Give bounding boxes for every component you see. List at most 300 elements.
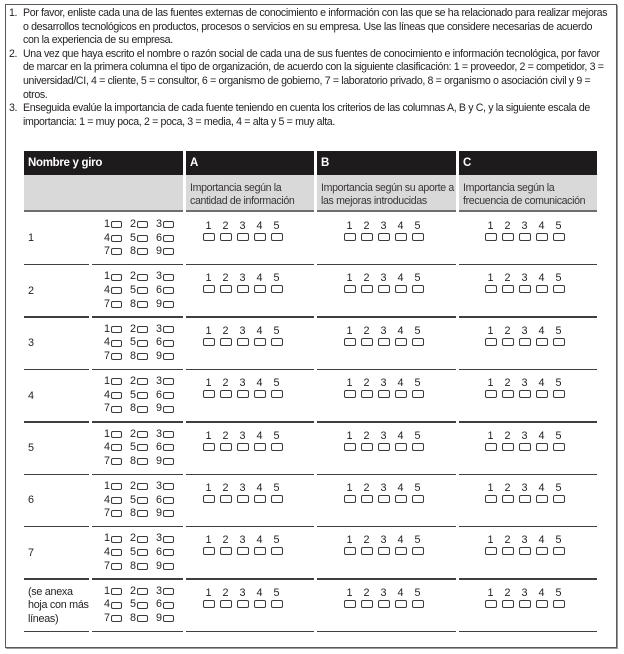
org-type-number: 5: [130, 283, 137, 296]
checkbox-icon[interactable]: [137, 444, 148, 451]
checkbox-icon[interactable]: [137, 340, 148, 347]
rating-checkbox-icon[interactable]: [485, 390, 497, 398]
org-type-option[interactable]: [156, 336, 182, 350]
rating-checkbox-icon[interactable]: [536, 338, 548, 346]
rating-checkbox-icon[interactable]: [502, 600, 514, 608]
row-name-field[interactable]: [24, 213, 89, 265]
rating-checkbox-icon[interactable]: [237, 233, 249, 241]
checkbox-icon[interactable]: [137, 588, 148, 595]
rating-checkbox-icon[interactable]: [344, 285, 356, 293]
rating-checkbox-icon[interactable]: [344, 338, 356, 346]
org-type-option[interactable]: [130, 245, 156, 259]
org-type-option[interactable]: [130, 232, 156, 246]
rating-checkbox-icon[interactable]: [361, 285, 373, 293]
checkbox-icon[interactable]: [137, 353, 148, 360]
rating-checkbox-icon[interactable]: [536, 600, 548, 608]
rating-checkbox-icon[interactable]: [485, 495, 497, 503]
rating-checkbox-icon[interactable]: [553, 338, 565, 346]
checkbox-icon[interactable]: [163, 248, 174, 255]
checkbox-icon[interactable]: [111, 588, 122, 595]
rating-checkbox-icon[interactable]: [485, 285, 497, 293]
checkbox-icon[interactable]: [137, 326, 148, 333]
rating-checkbox-icon[interactable]: [361, 443, 373, 451]
org-type-number: 3: [156, 322, 163, 335]
org-type-option[interactable]: [156, 546, 182, 560]
org-type-option[interactable]: [130, 336, 156, 350]
org-type-option[interactable]: [104, 598, 130, 612]
rating-checkbox-icon[interactable]: [220, 285, 232, 293]
checkbox-icon[interactable]: [111, 326, 122, 333]
rating-checkbox-icon[interactable]: [361, 233, 373, 241]
rating-number: 3: [380, 324, 387, 337]
row-name-field[interactable]: [24, 370, 89, 422]
rating-checkbox-icon[interactable]: [412, 233, 424, 241]
row-name-field[interactable]: [24, 265, 89, 317]
checkbox-icon[interactable]: [111, 235, 122, 242]
checkbox-icon[interactable]: [111, 221, 122, 228]
rating-checkbox-icon[interactable]: [254, 547, 266, 555]
rating-checkbox-icon[interactable]: [344, 547, 356, 555]
checkbox-icon[interactable]: [111, 287, 122, 294]
subheader-a-text: Importancia según la cantidad de información: [190, 182, 295, 207]
rating-checkbox-icon[interactable]: [361, 338, 373, 346]
rating-checkbox-icon[interactable]: [395, 285, 407, 293]
org-type-option[interactable]: [130, 546, 156, 560]
org-type-option[interactable]: [156, 298, 182, 312]
org-type-option[interactable]: [130, 455, 156, 469]
checkbox-icon[interactable]: [137, 510, 148, 517]
rating-checkbox-icon[interactable]: [502, 547, 514, 555]
rating-checkbox-icon[interactable]: [220, 495, 232, 503]
rating-checkbox-icon[interactable]: [254, 285, 266, 293]
org-type-option[interactable]: [104, 245, 130, 259]
rating-checkbox-icon[interactable]: [203, 495, 215, 503]
rating-checkbox-icon[interactable]: [271, 495, 283, 503]
rating-checkbox-icon[interactable]: [395, 338, 407, 346]
org-type-option[interactable]: [156, 494, 182, 508]
rating-checkbox-icon[interactable]: [271, 600, 283, 608]
rating-checkbox-icon[interactable]: [378, 547, 390, 555]
rating-checkbox-icon[interactable]: [271, 338, 283, 346]
rating-checkbox-icon[interactable]: [412, 600, 424, 608]
rating-checkbox-icon[interactable]: [536, 443, 548, 451]
rating-checkbox-icon[interactable]: [203, 233, 215, 241]
rating-checkbox-icon[interactable]: [378, 600, 390, 608]
rating-checkbox-icon[interactable]: [254, 233, 266, 241]
org-type-option[interactable]: [104, 455, 130, 469]
rating-number: 1: [205, 586, 212, 599]
checkbox-icon[interactable]: [111, 536, 122, 543]
row-name-field[interactable]: [24, 423, 89, 475]
org-type-option[interactable]: [156, 441, 182, 455]
org-type-option[interactable]: [130, 375, 156, 389]
org-type-option[interactable]: [156, 245, 182, 259]
rating-checkbox-icon[interactable]: [220, 338, 232, 346]
org-type-option[interactable]: [104, 375, 130, 389]
rating-checkbox-icon[interactable]: [378, 285, 390, 293]
rating-checkbox-icon[interactable]: [519, 600, 531, 608]
rating-checkbox-icon[interactable]: [395, 600, 407, 608]
rating-checkbox-icon[interactable]: [553, 285, 565, 293]
checkbox-icon[interactable]: [163, 274, 174, 281]
rating-number: 5: [555, 534, 562, 547]
rating-checkbox-icon[interactable]: [485, 547, 497, 555]
rating-checkbox-icon[interactable]: [254, 443, 266, 451]
rating-checkbox-icon[interactable]: [254, 338, 266, 346]
checkbox-icon[interactable]: [137, 301, 148, 308]
checkbox-icon[interactable]: [137, 287, 148, 294]
checkbox-icon[interactable]: [137, 378, 148, 385]
org-type-option[interactable]: [130, 389, 156, 403]
rating-checkbox-icon[interactable]: [502, 390, 514, 398]
org-type-option[interactable]: [156, 612, 182, 626]
rating-checkbox-icon[interactable]: [203, 390, 215, 398]
checkbox-icon[interactable]: [163, 301, 174, 308]
org-type-option[interactable]: [104, 532, 130, 546]
checkbox-icon[interactable]: [111, 510, 122, 517]
rating-checkbox-icon[interactable]: [237, 495, 249, 503]
rating-scale: [482, 325, 567, 346]
checkbox-icon[interactable]: [137, 536, 148, 543]
checkbox-icon[interactable]: [163, 353, 174, 360]
org-type-option[interactable]: [130, 402, 156, 416]
checkbox-icon[interactable]: [111, 431, 122, 438]
rating-checkbox-icon[interactable]: [485, 443, 497, 451]
checkbox-icon[interactable]: [137, 274, 148, 281]
checkbox-icon[interactable]: [163, 431, 174, 438]
rating-checkbox-icon[interactable]: [237, 285, 249, 293]
rating-checkbox-icon[interactable]: [553, 495, 565, 503]
rating-checkbox-icon[interactable]: [220, 233, 232, 241]
org-type-option[interactable]: [156, 323, 182, 337]
org-type-option[interactable]: [156, 389, 182, 403]
checkbox-icon[interactable]: [137, 602, 148, 609]
checkbox-icon[interactable]: [111, 444, 122, 451]
rating-checkbox-icon[interactable]: [412, 338, 424, 346]
rating-checkbox-icon[interactable]: [412, 495, 424, 503]
checkbox-icon[interactable]: [163, 287, 174, 294]
rating-checkbox-icon[interactable]: [519, 547, 531, 555]
org-type-option[interactable]: [104, 232, 130, 246]
rating-checkbox-icon[interactable]: [536, 547, 548, 555]
row-name-field[interactable]: [24, 318, 89, 370]
rating-checkbox-icon[interactable]: [395, 233, 407, 241]
org-type-option[interactable]: [130, 494, 156, 508]
rating-checkbox-icon[interactable]: [395, 495, 407, 503]
org-type-option[interactable]: [130, 270, 156, 284]
rating-checkbox-icon[interactable]: [220, 547, 232, 555]
checkbox-icon[interactable]: [137, 483, 148, 490]
rating-checkbox-icon[interactable]: [361, 600, 373, 608]
org-type-options: [104, 375, 182, 416]
checkbox-icon[interactable]: [163, 326, 174, 333]
rating-checkbox-icon[interactable]: [502, 495, 514, 503]
org-type-option[interactable]: [156, 375, 182, 389]
checkbox-icon[interactable]: [111, 378, 122, 385]
checkbox-icon[interactable]: [163, 392, 174, 399]
org-type-option[interactable]: [156, 402, 182, 416]
checkbox-icon[interactable]: [163, 510, 174, 517]
org-type-option[interactable]: [104, 560, 130, 574]
org-type-option[interactable]: [156, 284, 182, 298]
checkbox-icon[interactable]: [111, 353, 122, 360]
rating-checkbox-icon[interactable]: [344, 443, 356, 451]
rating-checkbox-icon[interactable]: [519, 338, 531, 346]
rating-number: 3: [521, 272, 528, 285]
checkbox-icon[interactable]: [137, 563, 148, 570]
rating-checkbox-icon[interactable]: [378, 495, 390, 503]
rating-checkbox-icon[interactable]: [519, 390, 531, 398]
rating-checkbox-icon[interactable]: [412, 443, 424, 451]
rating-checkbox-icon[interactable]: [361, 547, 373, 555]
rating-checkbox-icon[interactable]: [271, 285, 283, 293]
rating-checkbox-icon[interactable]: [502, 338, 514, 346]
org-type-option[interactable]: [104, 585, 130, 599]
checkbox-icon[interactable]: [137, 406, 148, 413]
rating-checkbox-icon[interactable]: [237, 443, 249, 451]
rating-checkbox-icon[interactable]: [203, 547, 215, 555]
org-type-option[interactable]: [130, 532, 156, 546]
org-type-options: [104, 323, 182, 364]
rating-checkbox-icon[interactable]: [378, 338, 390, 346]
checkbox-icon[interactable]: [163, 549, 174, 556]
org-type-option[interactable]: [104, 546, 130, 560]
checkbox-icon[interactable]: [163, 378, 174, 385]
rating-checkbox-icon[interactable]: [536, 233, 548, 241]
scale-cell-a: [186, 265, 314, 317]
org-type-option[interactable]: [130, 350, 156, 364]
rating-checkbox-icon[interactable]: [519, 233, 531, 241]
row-name-field[interactable]: [24, 580, 89, 632]
checkbox-icon[interactable]: [163, 340, 174, 347]
checkbox-icon[interactable]: [111, 301, 122, 308]
checkbox-icon[interactable]: [111, 549, 122, 556]
org-type-option[interactable]: [156, 455, 182, 469]
org-type-option[interactable]: [104, 480, 130, 494]
checkbox-icon[interactable]: [111, 615, 122, 622]
rating-checkbox-icon[interactable]: [237, 547, 249, 555]
org-type-option[interactable]: [130, 284, 156, 298]
org-type-option[interactable]: [130, 507, 156, 521]
checkbox-icon[interactable]: [111, 483, 122, 490]
rating-checkbox-icon[interactable]: [203, 285, 215, 293]
rating-checkbox-icon[interactable]: [271, 547, 283, 555]
rating-checkbox-icon[interactable]: [203, 338, 215, 346]
scale-cell-c: [459, 580, 597, 632]
org-type-number: 5: [130, 441, 137, 454]
org-type-option[interactable]: [156, 585, 182, 599]
org-type-option[interactable]: [130, 298, 156, 312]
row-name-field[interactable]: [24, 475, 89, 527]
org-type-option[interactable]: [130, 441, 156, 455]
org-type-option[interactable]: [104, 507, 130, 521]
org-type-option[interactable]: [104, 350, 130, 364]
rating-number: 4: [256, 586, 263, 599]
checkbox-icon[interactable]: [137, 235, 148, 242]
checkbox-icon[interactable]: [163, 497, 174, 504]
org-type-option[interactable]: [104, 298, 130, 312]
org-type-option[interactable]: [104, 336, 130, 350]
checkbox-icon[interactable]: [111, 274, 122, 281]
rating-checkbox-icon[interactable]: [519, 285, 531, 293]
rating-checkbox-icon[interactable]: [378, 390, 390, 398]
checkbox-icon[interactable]: [163, 406, 174, 413]
rating-checkbox-icon[interactable]: [254, 495, 266, 503]
org-type-option[interactable]: [156, 232, 182, 246]
checkbox-icon[interactable]: [137, 248, 148, 255]
rating-checkbox-icon[interactable]: [395, 390, 407, 398]
org-type-option[interactable]: [130, 585, 156, 599]
rating-checkbox-icon[interactable]: [344, 495, 356, 503]
org-type-option[interactable]: [156, 218, 182, 232]
rating-checkbox-icon[interactable]: [536, 390, 548, 398]
rating-checkbox-icon[interactable]: [344, 390, 356, 398]
org-type-option[interactable]: [104, 428, 130, 442]
checkbox-icon[interactable]: [137, 497, 148, 504]
checkbox-icon[interactable]: [137, 221, 148, 228]
rating-checkbox-icon[interactable]: [502, 285, 514, 293]
rating-checkbox-icon[interactable]: [344, 600, 356, 608]
instruction-text: Enseguida evalúe la importancia de cada fuente teniendo en cuenta los criterios de las columnas A, B y C, y la siguiente escala de importancia: 1 = muy poca, 2 = poca, 3 = media, 4 = alta y 5 = muy alta.: [23, 102, 590, 128]
rating-number: 5: [414, 482, 421, 494]
rating-checkbox-icon[interactable]: [485, 600, 497, 608]
rating-checkbox-icon[interactable]: [536, 495, 548, 503]
rating-checkbox-icon[interactable]: [237, 338, 249, 346]
org-type-option[interactable]: [156, 598, 182, 612]
rating-checkbox-icon[interactable]: [203, 443, 215, 451]
checkbox-icon[interactable]: [163, 536, 174, 543]
rating-checkbox-icon[interactable]: [412, 285, 424, 293]
rating-checkbox-icon[interactable]: [344, 233, 356, 241]
checkbox-icon[interactable]: [137, 549, 148, 556]
checkbox-icon[interactable]: [137, 431, 148, 438]
rating-checkbox-icon[interactable]: [378, 233, 390, 241]
org-type-option[interactable]: [104, 612, 130, 626]
rating-checkbox-icon[interactable]: [395, 547, 407, 555]
org-type-option[interactable]: [156, 350, 182, 364]
scale-cell-c: [459, 370, 597, 422]
rating-checkbox-icon[interactable]: [361, 495, 373, 503]
rating-checkbox-icon[interactable]: [220, 443, 232, 451]
rating-checkbox-icon[interactable]: [485, 233, 497, 241]
rating-checkbox-icon[interactable]: [361, 390, 373, 398]
org-type-option[interactable]: [156, 270, 182, 284]
checkbox-icon[interactable]: [111, 248, 122, 255]
rating-checkbox-icon[interactable]: [254, 600, 266, 608]
rating-checkbox-icon[interactable]: [485, 338, 497, 346]
rating-checkbox-icon[interactable]: [203, 600, 215, 608]
checkbox-icon[interactable]: [163, 483, 174, 490]
rating-checkbox-icon[interactable]: [553, 443, 565, 451]
rating-checkbox-icon[interactable]: [254, 390, 266, 398]
checkbox-icon[interactable]: [163, 458, 174, 465]
checkbox-icon[interactable]: [111, 392, 122, 399]
rating-checkbox-icon[interactable]: [271, 390, 283, 398]
org-type-number: 6: [156, 545, 163, 558]
rating-checkbox-icon[interactable]: [271, 233, 283, 241]
rating-checkbox-icon[interactable]: [553, 600, 565, 608]
rating-checkbox-icon[interactable]: [237, 600, 249, 608]
org-type-option[interactable]: [156, 532, 182, 546]
rating-checkbox-icon[interactable]: [553, 233, 565, 241]
rating-checkbox-icon[interactable]: [395, 443, 407, 451]
rating-checkbox-icon[interactable]: [220, 390, 232, 398]
checkbox-icon[interactable]: [163, 602, 174, 609]
rating-checkbox-icon[interactable]: [519, 495, 531, 503]
org-type-option[interactable]: [156, 428, 182, 442]
checkbox-icon[interactable]: [137, 458, 148, 465]
org-type-number: 6: [156, 493, 163, 506]
rating-checkbox-icon[interactable]: [271, 443, 283, 451]
checkbox-icon[interactable]: [163, 221, 174, 228]
org-type-option[interactable]: [130, 218, 156, 232]
org-type-number: 5: [130, 336, 137, 349]
rating-checkbox-icon[interactable]: [553, 390, 565, 398]
org-type-cell: [92, 318, 183, 370]
org-type-option[interactable]: [130, 560, 156, 574]
checkbox-icon[interactable]: [111, 458, 122, 465]
org-type-option[interactable]: [130, 428, 156, 442]
org-type-option[interactable]: [130, 612, 156, 626]
org-type-option[interactable]: [156, 560, 182, 574]
rating-checkbox-icon[interactable]: [502, 233, 514, 241]
checkbox-icon[interactable]: [163, 563, 174, 570]
org-type-option[interactable]: [156, 507, 182, 521]
checkbox-icon[interactable]: [111, 602, 122, 609]
org-type-option[interactable]: [156, 480, 182, 494]
checkbox-icon[interactable]: [137, 615, 148, 622]
org-type-option[interactable]: [130, 480, 156, 494]
org-type-option[interactable]: [104, 270, 130, 284]
org-type-option[interactable]: [104, 441, 130, 455]
rating-number: 4: [397, 586, 404, 599]
checkbox-icon[interactable]: [163, 615, 174, 622]
checkbox-icon[interactable]: [137, 392, 148, 399]
rating-number: 1: [487, 429, 494, 442]
checkbox-icon[interactable]: [163, 235, 174, 242]
rating-scale: [200, 272, 285, 293]
org-type-option[interactable]: [130, 598, 156, 612]
rating-checkbox-icon[interactable]: [412, 390, 424, 398]
checkbox-icon[interactable]: [163, 588, 174, 595]
rating-checkbox-icon[interactable]: [412, 547, 424, 555]
org-type-number: 3: [156, 270, 163, 283]
rating-checkbox-icon[interactable]: [536, 285, 548, 293]
org-type-option[interactable]: [104, 284, 130, 298]
checkbox-icon[interactable]: [163, 444, 174, 451]
rating-checkbox-icon[interactable]: [553, 547, 565, 555]
checkbox-icon[interactable]: [111, 340, 122, 347]
org-type-option[interactable]: [104, 389, 130, 403]
org-type-number: 8: [130, 402, 137, 415]
org-type-option[interactable]: [104, 402, 130, 416]
org-type-option[interactable]: [104, 494, 130, 508]
checkbox-icon[interactable]: [111, 497, 122, 504]
rating-checkbox-icon[interactable]: [237, 390, 249, 398]
rating-checkbox-icon[interactable]: [519, 443, 531, 451]
org-type-option[interactable]: [130, 323, 156, 337]
org-type-option[interactable]: [104, 323, 130, 337]
checkbox-icon[interactable]: [111, 406, 122, 413]
checkbox-icon[interactable]: [111, 563, 122, 570]
rating-checkbox-icon[interactable]: [378, 443, 390, 451]
org-type-option[interactable]: [104, 218, 130, 232]
rating-checkbox-icon[interactable]: [220, 600, 232, 608]
org-type-cell: [92, 370, 183, 422]
rating-checkbox-icon[interactable]: [502, 443, 514, 451]
rating-number: 5: [273, 429, 280, 442]
row-name-field[interactable]: [24, 527, 89, 579]
